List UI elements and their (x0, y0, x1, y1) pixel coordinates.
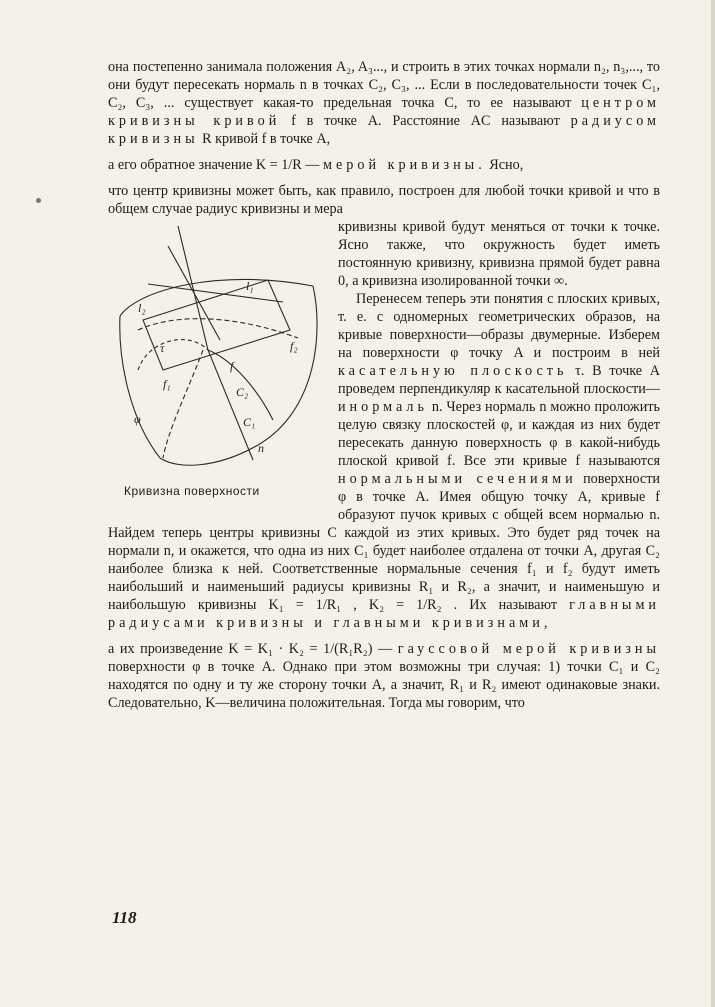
text-run: τ. В точке A проведем перпендикуляр к касательной плоскости—и (338, 363, 661, 415)
term-curvature-measure: мерой кривизны. (323, 157, 486, 173)
text-run: Ясно, (489, 157, 524, 173)
formula-curvature: а его обратное значение K = 1/R — (108, 157, 320, 173)
term-gauss-measure: гауссовой мерой кривизны (397, 641, 661, 657)
line-l2 (148, 284, 283, 302)
term-curvature-center: центром кривизны кривой (108, 95, 661, 129)
label-l2: l₂ (138, 301, 146, 315)
surface-bottom-edge (160, 445, 258, 465)
label-c2: C₂ (236, 385, 249, 399)
normal-line (178, 226, 256, 460)
label-c1: C₁ (243, 415, 256, 429)
page-edge (711, 0, 715, 1007)
text-run: Перенесем теперь эти понятия с плоских кривых, т. е. с одномерных геометрических образов, на кривые поверхности—образы двумерные. Изберем на поверхности φ точку A и построим в ней (338, 291, 660, 361)
label-l1: l₁ (246, 279, 254, 293)
body-text (108, 58, 660, 712)
page-number: 118 (112, 908, 137, 927)
formula-gauss: а их произведение K = K₁ · K₂ = 1/(R₁R₂) — (108, 641, 393, 657)
paragraph-1 (108, 58, 660, 148)
label-tau: τ (160, 341, 165, 355)
term-principal-curvatures: главными радиусами кривизны и главными кривизнами, (108, 597, 661, 631)
surface-right-edge (258, 286, 317, 445)
text-run: поверхности φ в точке A. Имея общую точку A, кривые f образуют пучок кривых с общей всем нормалью n. Найдем теперь центры кривизны C каждой из этих кривых. Это будет ряд точек на нормали n, и окажется, что одна из них C₁ будет наиболее отдалена от точки A, другая C₂ наиболее близка к ней. Соответственные нормальные сечения f₁ и f₂ будут иметь наибольший и наименьший радиусы кривизны R₁ и R₂, а значит, и наименьшую и наибольшую кривизны K₁ = 1/R₁ , K₂ = 1/R₂ . Их называют (108, 471, 660, 613)
label-f: f (230, 359, 234, 373)
text-run: поверхности φ в точке A. Однако при этом возможны три случая: 1) точки C₁ и C₂ находятся по одну и ту же сторону точки A, а значит, R₁ и R₂ имеют одинаковые знаки. Следовательно, K—величина положительная. Тогда мы говорим, что (108, 659, 660, 711)
label-phi: φ (134, 412, 141, 426)
term-tangent-plane: касательную плоскость (338, 363, 568, 379)
text-run: n. Через нормаль n можно проложить целую связку плоскостей φ, и каждая из них будет пересекать данную поверхность φ в какой-нибудь плоской кривой f. Все эти кривые f называются (338, 399, 660, 469)
label-f1: f₁ (163, 377, 171, 391)
text-run: R кривой f в точке A, (202, 131, 331, 147)
term-curvature-radius: радиусом кривизны (108, 113, 661, 147)
term-normal: нормаль (349, 399, 428, 415)
text-run: она постепенно занимала положения A₂, A₃..., и строить в этих точках нормали n₂, n₃,..., то они будут пересекать нормаль n в точках C₂, C₃, ... Если в последовательности точек C₁, C₂, C₃, ... существует какая-то предельная точка C, то ее называют (108, 59, 660, 111)
term-normal-sections: нормальными сечениями (338, 471, 577, 487)
paragraph-6 (108, 640, 660, 712)
paragraph-3: что центр кривизны может быть, как правило, построен для любой точки кривой и что в общем случае радиус кривизны и мера (108, 183, 660, 217)
figure-surface-curvature (108, 220, 326, 508)
label-n: n (258, 441, 264, 455)
paragraph-4: кривизны кривой будут меняться от точки к точке. Ясно также, что окружность будет иметь постоянную кривизну, кривизна прямой будет равна 0, а кривизна изолированной точки ∞. (338, 219, 660, 289)
figure-caption: Кривизна поверхности (124, 484, 260, 498)
surface-top-edge (120, 279, 313, 316)
paragraph-2 (108, 156, 660, 174)
margin-mark (36, 198, 41, 203)
label-f2: f₂ (290, 339, 298, 353)
surface-diagram (108, 220, 326, 508)
text-run: f в точке A. Расстояние AC называют (291, 113, 560, 129)
section-f1 (163, 350, 203, 458)
surface-left-edge (120, 316, 160, 458)
